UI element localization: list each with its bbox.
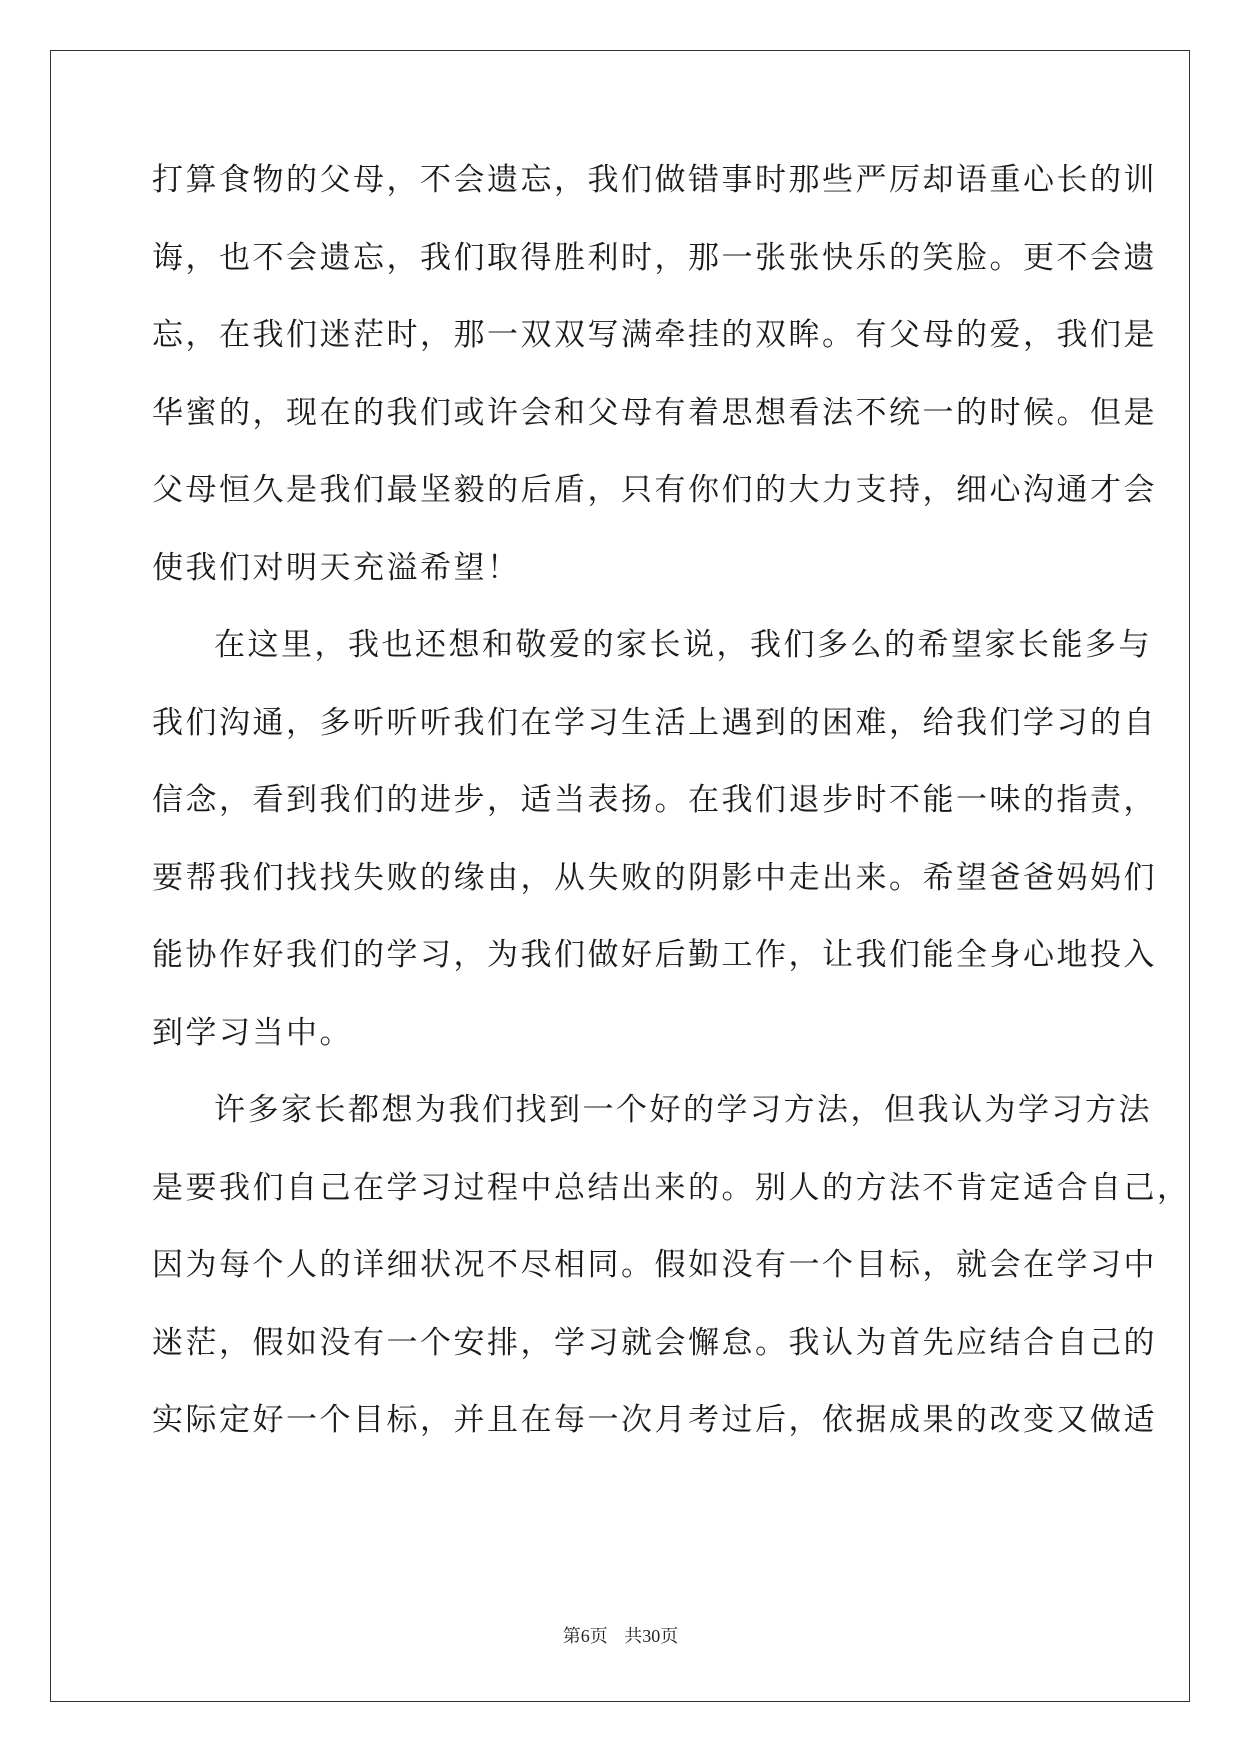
- document-body: [152, 160, 1191, 1478]
- text-line: 因为每个人的详细状况不尽相同。假如没有一个目标，就会在学习中: [152, 1247, 1157, 1283]
- text-line: 在这里，我也还想和敬爱的家长说，我们多么的希望家长能多与: [214, 627, 1152, 663]
- page-footer: [0, 1622, 1241, 1648]
- text-line: 诲，也不会遗忘，我们取得胜利时，那一张张快乐的笑脸。更不会遗: [152, 239, 1157, 276]
- page-total: 共30页: [624, 1626, 679, 1646]
- text-line: 信念，看到我们的进步，适当表扬。在我们退步时不能一味的指责，: [152, 782, 1157, 818]
- text-line: 到学习当中。: [152, 1014, 353, 1051]
- text-line: 是要我们自己在学习过程中总结出来的。别人的方法不肯定适合自己，: [152, 1169, 1191, 1206]
- text-line: 父母恒久是我们最坚毅的后盾，只有你们的大力支持，细心沟通才会: [152, 472, 1157, 508]
- text-line: 实际定好一个目标，并且在每一次月考过后，依据成果的改变又做适: [152, 1402, 1157, 1438]
- text-line: 迷茫，假如没有一个安排，学习就会懈怠。我认为首先应结合自己的: [152, 1324, 1157, 1361]
- text-line: 忘，在我们迷茫时，那一双双写满牵挂的双眸。有父母的爱，我们是: [152, 317, 1157, 353]
- text-line: 华蜜的，现在的我们或许会和父母有着思想看法不统一的时候。但是: [152, 394, 1157, 431]
- text-line: 我们沟通，多听听听我们在学习生活上遇到的困难，给我们学习的自: [152, 704, 1157, 741]
- text-line: 许多家长都想为我们找到一个好的学习方法，但我认为学习方法: [214, 1092, 1152, 1128]
- text-line: 要帮我们找找失败的缘由，从失败的阴影中走出来。希望爸爸妈妈们: [152, 859, 1157, 896]
- text-line: 打算食物的父母，不会遗忘，我们做错事时那些严厉却语重心长的训: [152, 162, 1157, 198]
- page-number: 第6页: [562, 1626, 608, 1646]
- text-line: 能协作好我们的学习，为我们做好后勤工作，让我们能全身心地投入: [152, 937, 1157, 973]
- text-line: 使我们对明天充溢希望！: [152, 549, 521, 586]
